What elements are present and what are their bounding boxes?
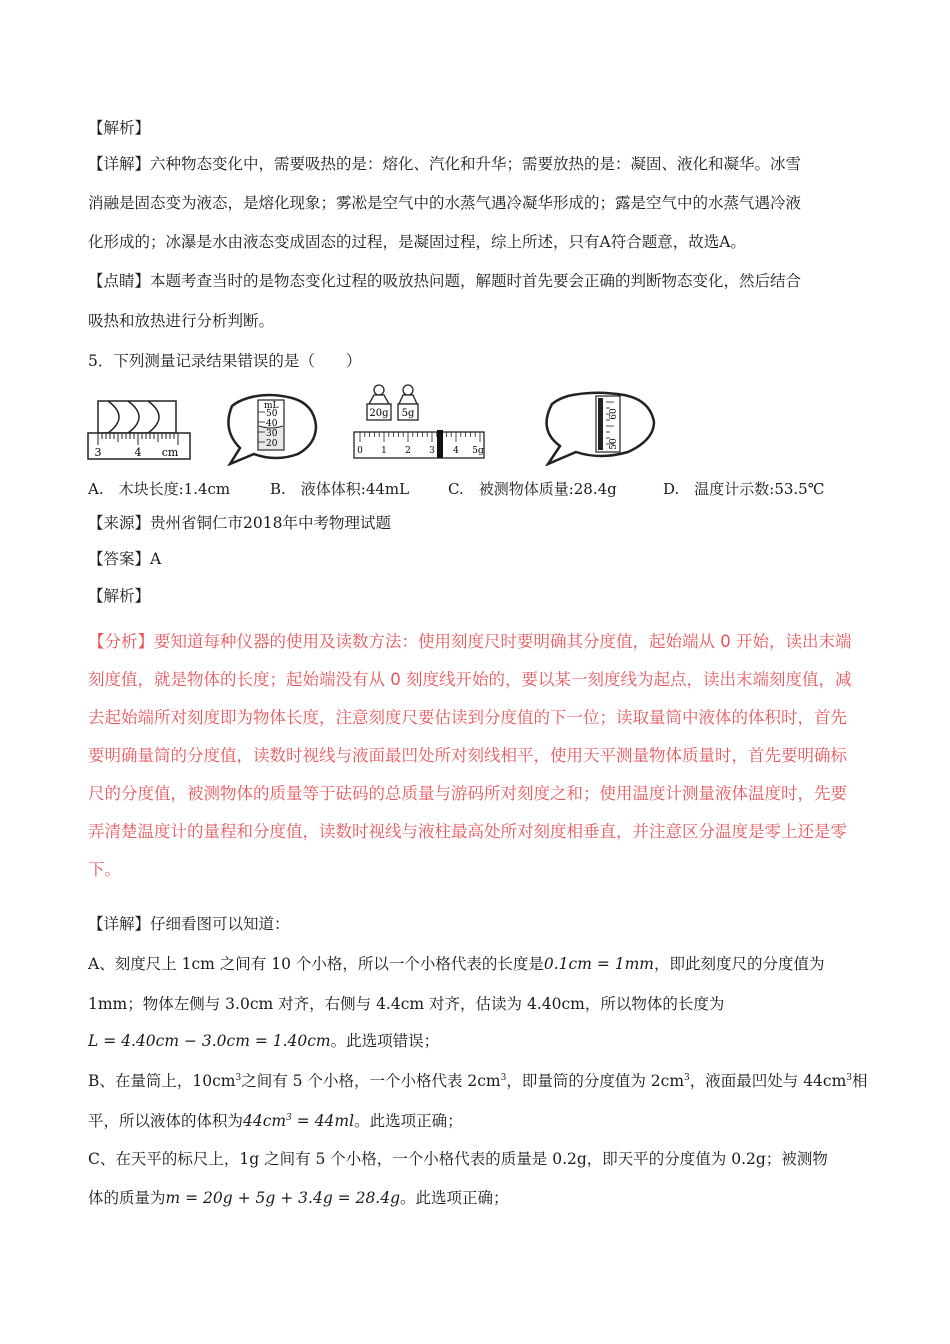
thermometer-figure: [536, 390, 660, 466]
explain-a-line-2: 1mm；物体左侧与 3.0cm 对齐，右侧与 4.4cm 对齐，估读为 4.40cm，所以物体的长度为: [88, 995, 725, 1013]
weight-20g: 20g: [369, 408, 389, 419]
explain-b-line-2: 平，所以液体的体积为$44cm^3 = 44ml$。此选项正确；: [88, 1112, 463, 1130]
scale-tick-3: 3: [429, 446, 435, 456]
option-b: B. 液体体积:44mL: [270, 480, 410, 498]
cylinder-tick-50: 50: [266, 409, 278, 419]
ruler-tick-3: 3: [94, 446, 102, 459]
cylinder-tick-20: 20: [266, 439, 278, 449]
ruler-unit: cm: [161, 446, 179, 459]
math-c2: m = 20g + 5g + 3.4g = 28.4g: [165, 1189, 401, 1207]
math-a3: L = 4.40cm − 3.0cm = 1.40cm: [88, 1032, 331, 1050]
math-a1: 0.1cm = 1mm: [543, 955, 655, 973]
ruler-figure: [86, 398, 198, 464]
explain-c-line-1: C、在天平的标尺上，1g 之间有 5 个小格，一个小格代表的质量是 0.2g，即天平的分度值为 0.2g；被测物: [88, 1150, 828, 1168]
analysis-line-7: 下。: [88, 860, 121, 879]
scale-tick-1: 1: [381, 446, 387, 456]
detail-line-1: 【详解】六种物态变化中，需要吸热的是：熔化、汽化和升华；需要放热的是：凝固、液化和凝华。冰雪: [88, 155, 802, 173]
dianjing-line-1: 【点睛】本题考查当时的是物态变化过程的吸放热问题，解题时首先要会正确的判断物态变化，然后结合: [88, 272, 802, 290]
analysis-line-3: 去起始端所对刻度即为物体长度，注意刻度尺要估读到分度值的下一位；读取量筒中液体的体积时，首先: [88, 708, 847, 727]
source-line: 【来源】贵州省铜仁市2018年中考物理试题: [88, 514, 391, 532]
detail-line-2: 消融是固态变为液态，是熔化现象；雾凇是空气中的水蒸气遇冷凝华形成的；露是空气中的水蒸气遇冷液: [88, 194, 802, 212]
dianjing-line-2: 吸热和放热进行分析判断。: [88, 312, 275, 330]
detail-intro: 【详解】仔细看图可以知道：: [88, 915, 290, 933]
thermo-tick-60: 60: [609, 408, 619, 420]
cylinder-tick-40: 40: [266, 419, 278, 429]
option-d: D. 温度计示数:53.5℃: [663, 480, 825, 498]
weight-5g: 5g: [401, 408, 415, 419]
jiexi-heading-2: 【解析】: [88, 587, 151, 605]
explain-a-line-1: A、刻度尺上 1cm 之间有 10 个小格，所以一个小格代表的长度是0.1cm = 1mm，即此刻度尺的分度值为: [88, 955, 825, 973]
analysis-line-5: 尺的分度值，被测物体的质量等于砝码的总质量与游码所对刻度之和；使用温度计测量液体温度时，先要: [88, 784, 847, 803]
analysis-line-1: 【分析】要知道每种仪器的使用及读数方法：使用刻度尺时要明确其分度值，起始端从 0 开始，读出末端: [88, 632, 852, 651]
explain-a-line-3: L = 4.40cm − 3.0cm = 1.40cm。此选项错误；: [88, 1032, 440, 1050]
balance-figure: [352, 380, 488, 466]
option-c: C. 被测物体质量:28.4g: [448, 480, 617, 498]
analysis-line-2: 刻度值，就是物体的长度；起始端没有从 0 刻度线开始的，要以某一刻度线为起点，读出末端刻度值，减: [88, 670, 852, 689]
jiexi-heading: 【解析】: [88, 119, 151, 137]
option-a: A. 木块长度:1.4cm: [88, 480, 231, 498]
scale-tick-0: 0: [357, 446, 363, 456]
ruler-tick-4: 4: [134, 446, 142, 459]
cylinder-tick-30: 30: [266, 429, 278, 439]
explain-b-line-1: B、在量筒上，$10cm^3$之间有 5 个小格，一个小格代表 $2cm^3$，即量筒的分度值为 $2cm^3$，液面最凹处与 $44cm^3$相: [88, 1072, 868, 1090]
math-b2: $44cm^3 = 44ml$: [243, 1112, 355, 1130]
scale-tick-4: 4: [453, 446, 459, 456]
thermo-tick-50: 50: [609, 438, 619, 450]
scale-tick-2: 2: [405, 446, 411, 456]
scale-tick-5g: 5g: [472, 446, 484, 456]
detail-line-3: 化形成的；冰瀑是水由液态变成固态的过程，是凝固过程，综上所述，只有A符合题意，故选A。: [88, 233, 746, 251]
answer-line: 【答案】A: [88, 550, 162, 568]
analysis-line-6: 弄清楚温度计的量程和分度值，读数时视线与液柱最高处所对刻度相垂直，并注意区分温度是零上还是零: [88, 822, 847, 841]
explain-c-line-2: 体的质量为m = 20g + 5g + 3.4g = 28.4g。此选项正确；: [88, 1189, 509, 1207]
question-stem: 5．下列测量记录结果错误的是（ ）: [88, 352, 362, 370]
cylinder-unit: mL: [264, 401, 279, 411]
cylinder-figure: [218, 392, 322, 466]
analysis-line-4: 要明确量筒的分度值，读数时视线与液面最凹处所对刻线相平，使用天平测量物体质量时，首先要明确标: [88, 746, 847, 765]
